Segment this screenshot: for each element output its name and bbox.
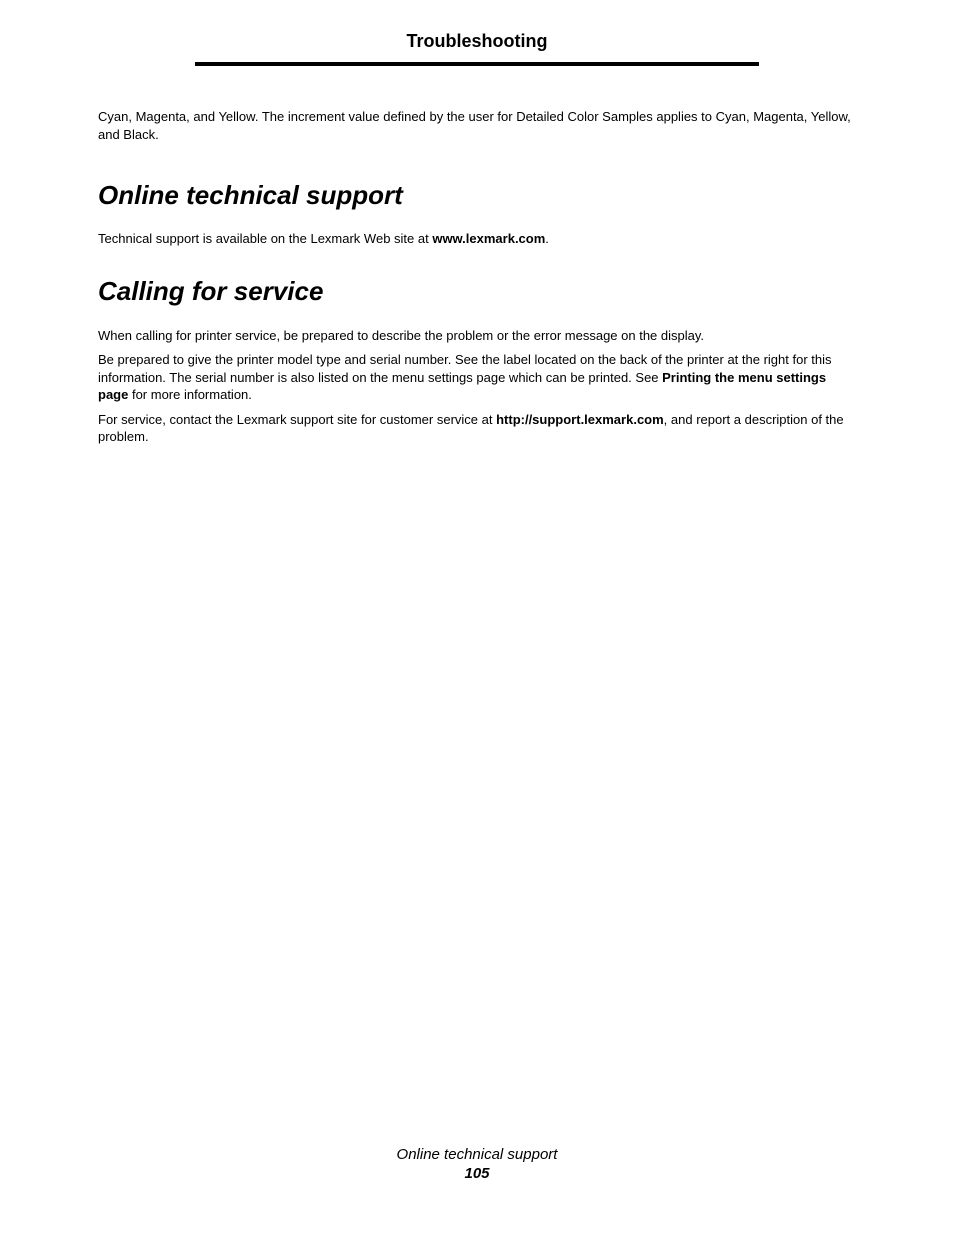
intro-paragraph: Cyan, Magenta, and Yellow. The increment value defined by the user for Detailed Color Samples applies to Cyan, Magenta, Yellow, and Black.: [98, 109, 851, 142]
heading-calling-for-service: Calling for service: [98, 275, 324, 306]
lexmark-website-link[interactable]: www.lexmark.com: [432, 231, 546, 246]
service-paragraph-2-text-end: for more information.: [128, 387, 252, 402]
page-content: [98, 108, 858, 446]
service-paragraph-3-text: For service, contact the Lexmark support site for customer service at: [98, 411, 497, 427]
footer-page-number: 105: [464, 1165, 490, 1182]
running-header-title: Troubleshooting: [406, 31, 548, 51]
service-paragraph-1: When calling for printer service, be prepared to describe the problem or the error message on the display.: [98, 327, 705, 343]
online-support-text: Technical support is available on the Lexmark Web site at: [98, 231, 433, 246]
service-paragraph-2: [98, 351, 858, 404]
support-site-link[interactable]: http://support.lexmark.com: [496, 411, 664, 427]
service-paragraph-3: [98, 411, 858, 446]
heading-online-technical-support: Online technical support: [98, 180, 403, 210]
printing-menu-settings-link[interactable]: Printing the menu settings page: [98, 369, 827, 402]
online-support-text-end: .: [545, 231, 549, 246]
online-support-paragraph: [98, 230, 858, 248]
footer-section-title: Online technical support: [396, 1146, 558, 1163]
service-paragraph-3-text-end: , and report a description of the problem.: [98, 411, 844, 444]
service-paragraph-2-text: Be prepared to give the printer model type and serial number. See the label located on the back of the printer at the right for this information. The serial number is also listed on the menu settings page which can be printed. See: [98, 352, 832, 385]
header-rule: [195, 62, 759, 66]
